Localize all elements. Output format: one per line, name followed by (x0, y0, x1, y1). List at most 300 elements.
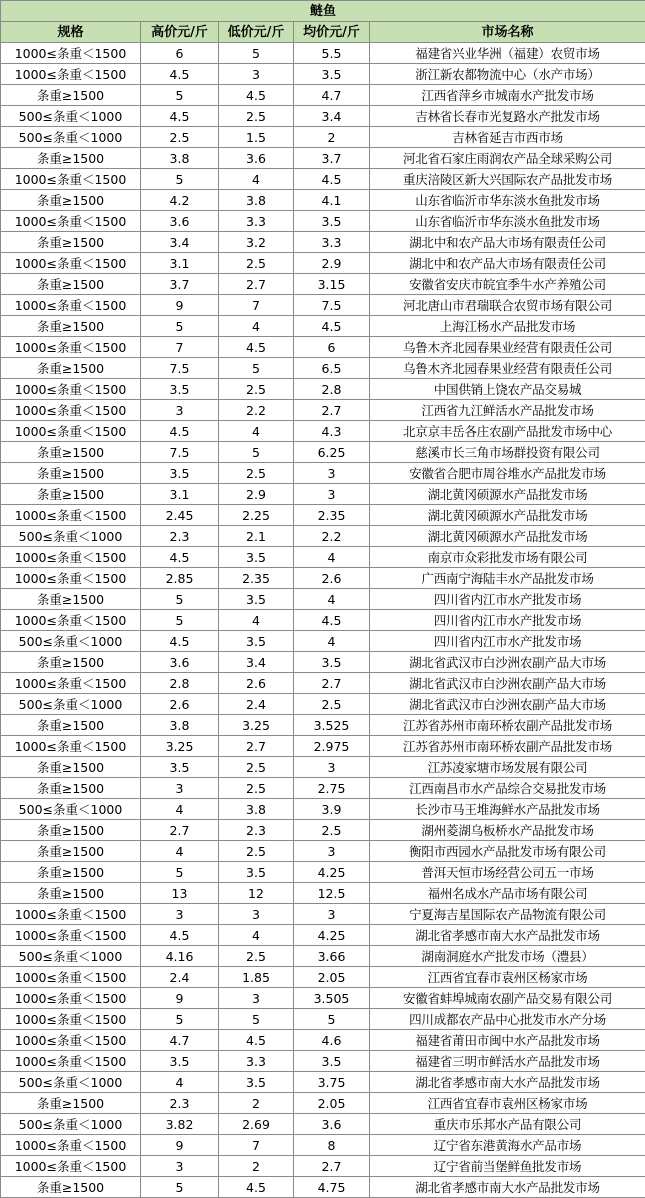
cell-low-price: 2.6 (219, 673, 294, 694)
cell-market: 江苏省苏州市南环桥农副产品批发市场 (370, 715, 645, 736)
cell-high-price: 4 (141, 841, 219, 862)
cell-market: 四川省内江市水产批发市场 (370, 589, 645, 610)
table-row (1, 505, 645, 526)
table-row (1, 925, 645, 946)
cell-market: 乌鲁木齐北园春果业经营有限责任公司 (370, 337, 645, 358)
table-row (1, 988, 645, 1009)
cell-low-price: 3.5 (219, 1072, 294, 1093)
cell-market: 河北唐山市君瑞联合农贸市场有限公司 (370, 295, 645, 316)
cell-high-price: 5 (141, 85, 219, 106)
cell-low-price: 2.5 (219, 778, 294, 799)
cell-avg-price: 2.75 (294, 778, 370, 799)
cell-market: 四川省内江市水产批发市场 (370, 631, 645, 652)
cell-market: 山东省临沂市华东淡水鱼批发市场 (370, 190, 645, 211)
cell-market: 湖北省孝感市南大水产品批发市场 (370, 1072, 645, 1093)
cell-high-price: 5 (141, 316, 219, 337)
cell-high-price: 2.7 (141, 820, 219, 841)
table-row (1, 946, 645, 967)
cell-market: 湖州菱湖乌板桥水产品批发市场 (370, 820, 645, 841)
cell-high-price: 5 (141, 862, 219, 883)
cell-avg-price: 3 (294, 484, 370, 505)
cell-high-price: 3.8 (141, 715, 219, 736)
cell-market: 湖南洞庭水产批发市场（澧县） (370, 946, 645, 967)
cell-market: 广西南宁海陆丰水产品批发市场 (370, 568, 645, 589)
cell-high-price: 5 (141, 1177, 219, 1198)
cell-spec: 条重≥1500 (1, 652, 141, 673)
header-high-price: 高价元/斤 (141, 22, 219, 43)
cell-avg-price: 3.4 (294, 106, 370, 127)
cell-spec: 条重≥1500 (1, 85, 141, 106)
cell-high-price: 3 (141, 778, 219, 799)
cell-avg-price: 3.505 (294, 988, 370, 1009)
cell-high-price: 5 (141, 589, 219, 610)
cell-low-price: 3.6 (219, 148, 294, 169)
cell-spec: 条重≥1500 (1, 1093, 141, 1114)
cell-spec: 1000≤条重＜1500 (1, 1135, 141, 1156)
cell-spec: 500≤条重＜1000 (1, 526, 141, 547)
table-row (1, 190, 645, 211)
cell-market: 南京市众彩批发市场有限公司 (370, 547, 645, 568)
cell-spec: 1000≤条重＜1500 (1, 379, 141, 400)
header-spec: 规格 (1, 22, 141, 43)
cell-avg-price: 4 (294, 631, 370, 652)
cell-market: 江苏省苏州市南环桥农副产品批发市场 (370, 736, 645, 757)
cell-low-price: 2.7 (219, 274, 294, 295)
cell-low-price: 2.9 (219, 484, 294, 505)
cell-market: 吉林省长春市光复路水产批发市场 (370, 106, 645, 127)
cell-avg-price: 4 (294, 547, 370, 568)
cell-high-price: 3.7 (141, 274, 219, 295)
cell-avg-price: 4.25 (294, 862, 370, 883)
cell-market: 重庆涪陵区新大兴国际农产品批发市场 (370, 169, 645, 190)
cell-market: 四川成都农产品中心批发市水产分场 (370, 1009, 645, 1030)
table-row (1, 232, 645, 253)
cell-low-price: 1.5 (219, 127, 294, 148)
cell-avg-price: 4.5 (294, 169, 370, 190)
cell-market: 湖北省武汉市白沙洲农副产品大市场 (370, 673, 645, 694)
table-row (1, 400, 645, 421)
cell-spec: 条重≥1500 (1, 463, 141, 484)
cell-market: 辽宁省东港黄海水产品市场 (370, 1135, 645, 1156)
cell-spec: 条重≥1500 (1, 862, 141, 883)
table-row (1, 631, 645, 652)
table-row (1, 883, 645, 904)
cell-high-price: 4.2 (141, 190, 219, 211)
cell-market: 上海江杨水产品批发市场 (370, 316, 645, 337)
table-row (1, 337, 645, 358)
cell-avg-price: 2.5 (294, 694, 370, 715)
cell-high-price: 2.4 (141, 967, 219, 988)
cell-spec: 条重≥1500 (1, 841, 141, 862)
cell-high-price: 4.5 (141, 547, 219, 568)
cell-low-price: 2.69 (219, 1114, 294, 1135)
cell-avg-price: 7.5 (294, 295, 370, 316)
cell-high-price: 5 (141, 610, 219, 631)
cell-avg-price: 2.8 (294, 379, 370, 400)
table-row (1, 547, 645, 568)
cell-low-price: 2.35 (219, 568, 294, 589)
cell-low-price: 3.2 (219, 232, 294, 253)
cell-market: 普洱天恒市场经营公司五一市场 (370, 862, 645, 883)
cell-avg-price: 2.7 (294, 400, 370, 421)
cell-high-price: 2.85 (141, 568, 219, 589)
cell-high-price: 2.6 (141, 694, 219, 715)
table-row (1, 904, 645, 925)
cell-market: 福建省三明市鲜活水产品批发市场 (370, 1051, 645, 1072)
cell-market: 湖北省武汉市白沙洲农副产品大市场 (370, 694, 645, 715)
cell-low-price: 4 (219, 610, 294, 631)
cell-low-price: 5 (219, 1009, 294, 1030)
table-row (1, 358, 645, 379)
cell-market: 湖北中和农产品大市场有限责任公司 (370, 253, 645, 274)
cell-high-price: 3.1 (141, 253, 219, 274)
cell-market: 江西省九江鲜活水产品批发市场 (370, 400, 645, 421)
cell-market: 福建省兴业华洲（福建）农贸市场 (370, 43, 645, 64)
cell-low-price: 4 (219, 316, 294, 337)
table-row (1, 862, 645, 883)
cell-low-price: 4.5 (219, 1177, 294, 1198)
cell-avg-price: 6.5 (294, 358, 370, 379)
table-row (1, 1114, 645, 1135)
cell-avg-price: 4.1 (294, 190, 370, 211)
cell-spec: 条重≥1500 (1, 148, 141, 169)
cell-low-price: 2 (219, 1093, 294, 1114)
cell-avg-price: 2.35 (294, 505, 370, 526)
cell-avg-price: 4.5 (294, 610, 370, 631)
cell-market: 衡阳市西园水产品批发市场有限公司 (370, 841, 645, 862)
cell-high-price: 3.5 (141, 379, 219, 400)
cell-avg-price: 4.25 (294, 925, 370, 946)
cell-spec: 1000≤条重＜1500 (1, 400, 141, 421)
cell-spec: 1000≤条重＜1500 (1, 610, 141, 631)
cell-avg-price: 3.525 (294, 715, 370, 736)
cell-market: 湖北黄冈硕源水产品批发市场 (370, 484, 645, 505)
cell-avg-price: 3.75 (294, 1072, 370, 1093)
cell-market: 江西省萍乡市城南水产批发市场 (370, 85, 645, 106)
cell-spec: 500≤条重＜1000 (1, 631, 141, 652)
cell-low-price: 3 (219, 904, 294, 925)
cell-spec: 1000≤条重＜1500 (1, 673, 141, 694)
cell-avg-price: 3.5 (294, 652, 370, 673)
cell-low-price: 4.5 (219, 1030, 294, 1051)
cell-spec: 1000≤条重＜1500 (1, 568, 141, 589)
cell-avg-price: 3.3 (294, 232, 370, 253)
cell-market: 重庆市乐邦水产品有限公司 (370, 1114, 645, 1135)
cell-spec: 1000≤条重＜1500 (1, 904, 141, 925)
cell-market: 北京京丰岳各庄农副产品批发市场中心 (370, 421, 645, 442)
cell-spec: 条重≥1500 (1, 757, 141, 778)
cell-spec: 条重≥1500 (1, 883, 141, 904)
cell-avg-price: 4.75 (294, 1177, 370, 1198)
cell-low-price: 2.7 (219, 736, 294, 757)
cell-market: 乌鲁木齐北园春果业经营有限责任公司 (370, 358, 645, 379)
cell-spec: 1000≤条重＜1500 (1, 1156, 141, 1177)
cell-low-price: 4.5 (219, 85, 294, 106)
cell-avg-price: 3 (294, 757, 370, 778)
cell-market: 江西省宜春市袁州区杨家市场 (370, 1093, 645, 1114)
table-row (1, 379, 645, 400)
cell-high-price: 3.5 (141, 463, 219, 484)
table-row (1, 610, 645, 631)
cell-low-price: 5 (219, 43, 294, 64)
cell-low-price: 12 (219, 883, 294, 904)
cell-high-price: 3 (141, 400, 219, 421)
cell-market: 安徽省蚌埠城南农副产品交易有限公司 (370, 988, 645, 1009)
table-row (1, 463, 645, 484)
cell-high-price: 3.5 (141, 757, 219, 778)
cell-low-price: 4 (219, 169, 294, 190)
table-row (1, 589, 645, 610)
cell-market: 四川省内江市水产批发市场 (370, 610, 645, 631)
cell-high-price: 4.7 (141, 1030, 219, 1051)
cell-high-price: 9 (141, 1135, 219, 1156)
cell-avg-price: 4.5 (294, 316, 370, 337)
cell-avg-price: 3.7 (294, 148, 370, 169)
cell-high-price: 9 (141, 295, 219, 316)
table-row (1, 274, 645, 295)
cell-high-price: 3.5 (141, 1051, 219, 1072)
cell-spec: 条重≥1500 (1, 484, 141, 505)
cell-avg-price: 2.2 (294, 526, 370, 547)
cell-high-price: 4.5 (141, 631, 219, 652)
cell-low-price: 3.5 (219, 862, 294, 883)
cell-spec: 500≤条重＜1000 (1, 694, 141, 715)
cell-low-price: 3.5 (219, 547, 294, 568)
cell-spec: 条重≥1500 (1, 589, 141, 610)
cell-low-price: 3.3 (219, 1051, 294, 1072)
cell-avg-price: 2.7 (294, 1156, 370, 1177)
cell-high-price: 4 (141, 799, 219, 820)
cell-high-price: 4.16 (141, 946, 219, 967)
cell-spec: 1000≤条重＜1500 (1, 736, 141, 757)
cell-market: 福建省莆田市闽中水产品批发市场 (370, 1030, 645, 1051)
cell-low-price: 2.5 (219, 253, 294, 274)
cell-market: 浙江新农都物流中心（水产市场） (370, 64, 645, 85)
cell-low-price: 3.25 (219, 715, 294, 736)
cell-market: 福州名成水产品市场有限公司 (370, 883, 645, 904)
cell-low-price: 5 (219, 358, 294, 379)
cell-avg-price: 2.05 (294, 1093, 370, 1114)
cell-spec: 条重≥1500 (1, 820, 141, 841)
cell-spec: 条重≥1500 (1, 358, 141, 379)
table-row (1, 253, 645, 274)
table-title: 鲢鱼 (1, 1, 645, 22)
table-row (1, 736, 645, 757)
cell-low-price: 3 (219, 64, 294, 85)
cell-market: 湖北省孝感市南大水产品批发市场 (370, 925, 645, 946)
cell-avg-price: 3 (294, 841, 370, 862)
cell-low-price: 2.5 (219, 946, 294, 967)
header-row (1, 22, 645, 43)
table-row (1, 421, 645, 442)
cell-high-price: 2.5 (141, 127, 219, 148)
header-avg-price: 均价元/斤 (294, 22, 370, 43)
table-row (1, 799, 645, 820)
cell-high-price: 3 (141, 904, 219, 925)
cell-high-price: 3.4 (141, 232, 219, 253)
cell-high-price: 3.8 (141, 148, 219, 169)
cell-avg-price: 4 (294, 589, 370, 610)
cell-spec: 条重≥1500 (1, 1177, 141, 1198)
cell-spec: 条重≥1500 (1, 316, 141, 337)
cell-high-price: 4.5 (141, 106, 219, 127)
cell-avg-price: 4.7 (294, 85, 370, 106)
cell-avg-price: 5 (294, 1009, 370, 1030)
cell-avg-price: 2.9 (294, 253, 370, 274)
cell-spec: 1000≤条重＜1500 (1, 1051, 141, 1072)
table-row (1, 169, 645, 190)
cell-market: 湖北中和农产品大市场有限责任公司 (370, 232, 645, 253)
cell-market: 辽宁省前当堡鲜鱼批发市场 (370, 1156, 645, 1177)
cell-low-price: 3 (219, 988, 294, 1009)
cell-spec: 500≤条重＜1000 (1, 106, 141, 127)
cell-high-price: 3.25 (141, 736, 219, 757)
title-row (1, 1, 645, 22)
cell-avg-price: 2.6 (294, 568, 370, 589)
cell-high-price: 5 (141, 1009, 219, 1030)
cell-low-price: 3.8 (219, 190, 294, 211)
cell-low-price: 3.8 (219, 799, 294, 820)
cell-high-price: 3.6 (141, 211, 219, 232)
cell-low-price: 7 (219, 1135, 294, 1156)
table-row (1, 694, 645, 715)
cell-avg-price: 3.66 (294, 946, 370, 967)
cell-spec: 1000≤条重＜1500 (1, 547, 141, 568)
cell-market: 河北省石家庄雨润农产品全球采购公司 (370, 148, 645, 169)
table-row (1, 1135, 645, 1156)
table-row (1, 1009, 645, 1030)
cell-avg-price: 8 (294, 1135, 370, 1156)
table-row (1, 211, 645, 232)
cell-spec: 1000≤条重＜1500 (1, 967, 141, 988)
cell-market: 湖北省武汉市白沙洲农副产品大市场 (370, 652, 645, 673)
cell-low-price: 2.5 (219, 841, 294, 862)
cell-high-price: 6 (141, 43, 219, 64)
cell-high-price: 2.8 (141, 673, 219, 694)
table-row (1, 1030, 645, 1051)
cell-low-price: 2 (219, 1156, 294, 1177)
cell-low-price: 2.25 (219, 505, 294, 526)
header-low-price: 低价元/斤 (219, 22, 294, 43)
table-row (1, 778, 645, 799)
cell-avg-price: 2.05 (294, 967, 370, 988)
cell-high-price: 4 (141, 1072, 219, 1093)
cell-low-price: 3.5 (219, 589, 294, 610)
cell-high-price: 2.3 (141, 526, 219, 547)
cell-spec: 条重≥1500 (1, 442, 141, 463)
table-row (1, 526, 645, 547)
cell-avg-price: 2 (294, 127, 370, 148)
cell-high-price: 3 (141, 1156, 219, 1177)
table-row (1, 1093, 645, 1114)
cell-spec: 1000≤条重＜1500 (1, 295, 141, 316)
cell-avg-price: 6.25 (294, 442, 370, 463)
table-row (1, 484, 645, 505)
cell-avg-price: 12.5 (294, 883, 370, 904)
cell-high-price: 7.5 (141, 358, 219, 379)
cell-avg-price: 5.5 (294, 43, 370, 64)
table-row (1, 64, 645, 85)
cell-spec: 1000≤条重＜1500 (1, 169, 141, 190)
cell-high-price: 3.1 (141, 484, 219, 505)
table-row (1, 127, 645, 148)
cell-high-price: 7.5 (141, 442, 219, 463)
cell-high-price: 2.3 (141, 1093, 219, 1114)
cell-low-price: 3.5 (219, 631, 294, 652)
cell-avg-price: 3.15 (294, 274, 370, 295)
table-row (1, 841, 645, 862)
cell-market: 慈溪市长三角市场群投资有限公司 (370, 442, 645, 463)
cell-spec: 500≤条重＜1000 (1, 127, 141, 148)
table-row (1, 1177, 645, 1198)
cell-spec: 条重≥1500 (1, 190, 141, 211)
cell-spec: 条重≥1500 (1, 715, 141, 736)
cell-spec: 条重≥1500 (1, 232, 141, 253)
cell-low-price: 2.4 (219, 694, 294, 715)
cell-high-price: 3.6 (141, 652, 219, 673)
cell-avg-price: 3 (294, 463, 370, 484)
cell-spec: 1000≤条重＜1500 (1, 1030, 141, 1051)
cell-avg-price: 3.5 (294, 211, 370, 232)
table-row (1, 148, 645, 169)
cell-avg-price: 3.5 (294, 64, 370, 85)
cell-avg-price: 2.7 (294, 673, 370, 694)
table-row (1, 85, 645, 106)
cell-spec: 1000≤条重＜1500 (1, 505, 141, 526)
table-row (1, 652, 645, 673)
cell-spec: 1000≤条重＜1500 (1, 1009, 141, 1030)
cell-market: 中国供销上饶农产品交易城 (370, 379, 645, 400)
cell-spec: 1000≤条重＜1500 (1, 337, 141, 358)
cell-spec: 500≤条重＜1000 (1, 799, 141, 820)
table-row (1, 43, 645, 64)
cell-avg-price: 3 (294, 904, 370, 925)
cell-high-price: 4.5 (141, 421, 219, 442)
cell-low-price: 3.3 (219, 211, 294, 232)
table-row (1, 757, 645, 778)
table-row (1, 106, 645, 127)
cell-market: 长沙市马王堆海鲜水产品批发市场 (370, 799, 645, 820)
cell-low-price: 2.5 (219, 106, 294, 127)
cell-high-price: 4.5 (141, 925, 219, 946)
cell-market: 宁夏海吉星国际农产品物流有限公司 (370, 904, 645, 925)
header-market: 市场名称 (370, 22, 645, 43)
cell-avg-price: 4.6 (294, 1030, 370, 1051)
cell-market: 江西南昌市水产品综合交易批发市场 (370, 778, 645, 799)
cell-spec: 条重≥1500 (1, 778, 141, 799)
table-row (1, 568, 645, 589)
cell-spec: 500≤条重＜1000 (1, 1114, 141, 1135)
cell-market: 吉林省延吉市西市场 (370, 127, 645, 148)
cell-low-price: 2.5 (219, 379, 294, 400)
table-row (1, 1072, 645, 1093)
cell-market: 江苏凌家塘市场发展有限公司 (370, 757, 645, 778)
table-body (1, 43, 645, 1198)
cell-low-price: 4 (219, 925, 294, 946)
table-row (1, 1051, 645, 1072)
cell-spec: 1000≤条重＜1500 (1, 253, 141, 274)
cell-high-price: 2.45 (141, 505, 219, 526)
table-row (1, 442, 645, 463)
cell-low-price: 3.4 (219, 652, 294, 673)
cell-low-price: 7 (219, 295, 294, 316)
cell-market: 湖北黄冈硕源水产品批发市场 (370, 526, 645, 547)
cell-avg-price: 6 (294, 337, 370, 358)
cell-low-price: 2.5 (219, 463, 294, 484)
table-row (1, 673, 645, 694)
cell-low-price: 2.3 (219, 820, 294, 841)
cell-high-price: 9 (141, 988, 219, 1009)
